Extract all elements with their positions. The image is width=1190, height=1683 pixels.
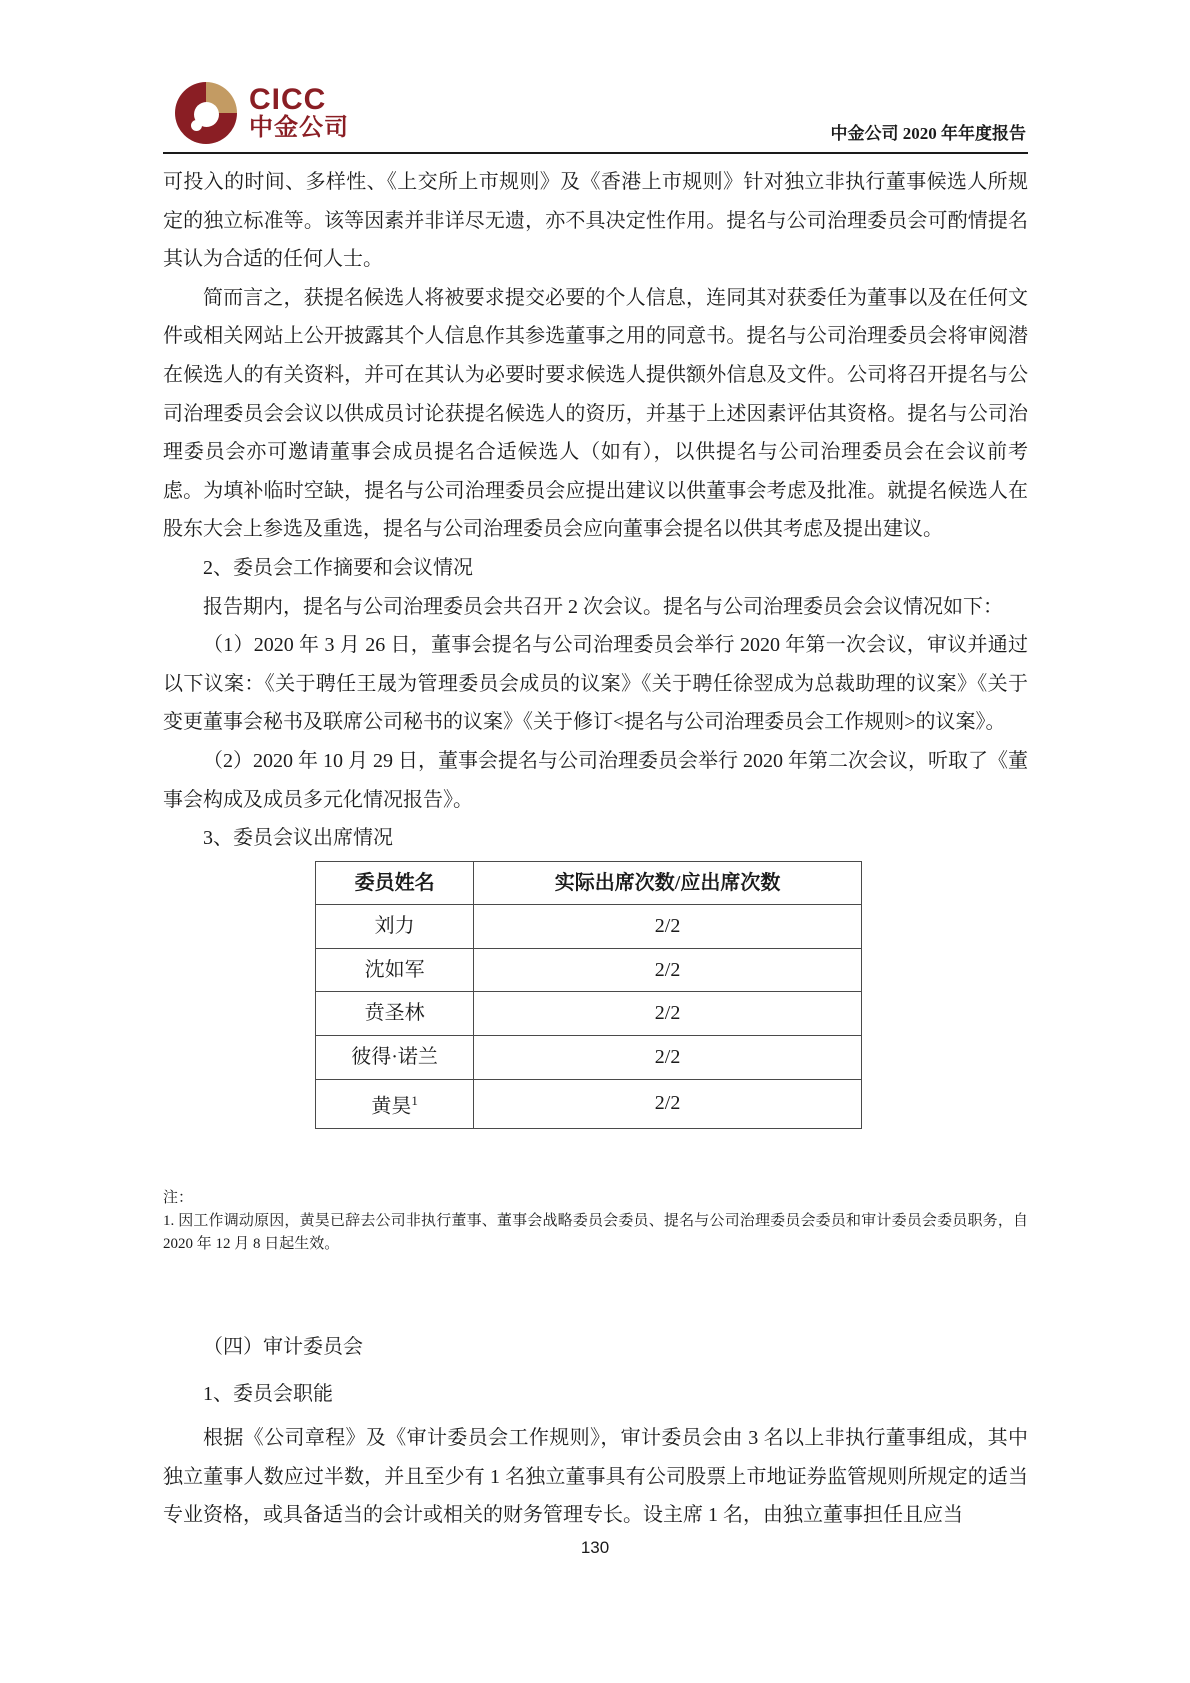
member-name: 沈如军 xyxy=(364,958,425,981)
member-name-cell xyxy=(316,992,474,1036)
footnote-marker: 1 xyxy=(411,1092,418,1108)
attendance-table xyxy=(315,861,862,1129)
logo-text-chinese: 中金公司 xyxy=(249,114,349,142)
cicc-logo xyxy=(175,82,349,144)
member-name-cell xyxy=(316,948,474,992)
document-content xyxy=(163,163,1028,1535)
logo-swirl-tail xyxy=(191,120,202,131)
attendance-cell: 2/2 xyxy=(474,1036,862,1080)
paragraph-meeting-2: （2）2020 年 10 月 29 日，董事会提名与公司治理委员会举行 2020 年第二次会议，听取了《董事会构成及成员多元化情况报告》。 xyxy=(163,749,1028,811)
audit-committee-section xyxy=(163,1324,1028,1535)
paragraph-audit-functions: 根据《公司章程》及《审计委员会工作规则》，审计委员会由 3 名以上非执行董事组成，其中独立董事人数应过半数，并且至少有 1 名独立董事具有公司股票上市地证券监管规则所规定的适当专业资格，或具备适当的会计或相关的财务管理专长。设主席 1 名，由独立董事担任且应当 xyxy=(163,1426,1028,1527)
table-row xyxy=(316,905,862,949)
paragraph-meetings-intro: 报告期内，提名与公司治理委员会共召开 2 次会议。提名与公司治理委员会会议情况如下： xyxy=(203,595,1003,618)
logo-wordmark xyxy=(249,85,349,140)
heading-audit-committee: （四）审计委员会 xyxy=(203,1335,363,1358)
paragraph-meeting-1: （1）2020 年 3 月 26 日，董事会提名与公司治理委员会举行 2020 年第一次会议，审议并通过以下议案：《关于聘任王晟为管理委员会成员的议案》《关于聘任徐翌成为总裁助理的议案》《关于变更董事会秘书及联席公司秘书的议案》《关于修订<提名与公司治理委员会工作规则>的议案》。 xyxy=(163,634,1028,734)
page-header xyxy=(163,80,1028,154)
table-row xyxy=(316,992,862,1036)
paragraph-continuation: 可投入的时间、多样性、《上交所上市规则》及《香港上市规则》针对独立非执行董事候选人所规定的独立标准等。该等因素并非详尽无遗，亦不具决定性作用。提名与公司治理委员会可酌情提名其认为合适的任何人士。 xyxy=(163,171,1028,271)
notes-label: 注： xyxy=(163,1189,194,1206)
heading-committee-functions: 1、委员会职能 xyxy=(203,1383,333,1406)
table-row xyxy=(316,1079,862,1128)
report-title: 中金公司 2020 年年度报告 xyxy=(830,124,1026,143)
table-row xyxy=(316,1036,862,1080)
column-header-member-name: 委员姓名 xyxy=(316,861,474,905)
member-name: 黄昊 xyxy=(371,1095,412,1118)
attendance-cell: 2/2 xyxy=(474,1079,862,1128)
member-name-cell xyxy=(316,1036,474,1080)
page-number: 130 xyxy=(580,1538,610,1557)
note-text: 因工作调动原因，黄昊已辞去公司非执行董事、董事会战略委员会委员、提名与公司治理委员会委员和审计委员会委员职务，自 2020 年 12 月 8 日起生效。 xyxy=(163,1212,1028,1252)
note-item xyxy=(163,1210,1028,1256)
column-header-attendance: 实际出席次数/应出席次数 xyxy=(474,861,862,905)
table-header-row xyxy=(316,861,862,905)
member-name-cell xyxy=(316,1079,474,1128)
attendance-cell: 2/2 xyxy=(474,948,862,992)
table-notes xyxy=(163,1187,1028,1256)
table-row xyxy=(316,948,862,992)
attendance-cell: 2/2 xyxy=(474,905,862,949)
heading-committee-work: 2、委员会工作摘要和会议情况 xyxy=(203,556,473,579)
member-name-cell xyxy=(316,905,474,949)
member-name: 彼得·诺兰 xyxy=(351,1046,438,1069)
attendance-cell: 2/2 xyxy=(474,992,862,1036)
member-name: 刘力 xyxy=(374,915,415,938)
logo-text-cicc: CICC xyxy=(249,83,327,117)
note-number: 1. xyxy=(163,1212,175,1229)
cicc-logo-icon xyxy=(175,82,237,144)
attendance-table-container xyxy=(315,861,1028,1129)
paragraph-summary: 简而言之，获提名候选人将被要求提交必要的个人信息，连同其对获委任为董事以及在任何文件或相关网站上公开披露其个人信息作其参选董事之用的同意书。提名与公司治理委员会将审阅潜在候选人的有关资料，并可在其认为必要时要求候选人提供额外信息及文件。公司将召开提名与公司治理委员会会议以供成员讨论获提名候选人的资历，并基于上述因素评估其资格。提名与公司治理委员会亦可邀请董事会成员提名合适候选人（如有），以供提名与公司治理委员会在会议前考虑。为填补临时空缺，提名与公司治理委员会应提出建议以供董事会考虑及批准。就提名候选人在股东大会上参选及重选，提名与公司治理委员会应向董事会提名以供其考虑及提出建议。 xyxy=(163,286,1028,541)
heading-attendance: 3、委员会议出席情况 xyxy=(203,827,393,850)
member-name: 贲圣林 xyxy=(364,1002,425,1025)
